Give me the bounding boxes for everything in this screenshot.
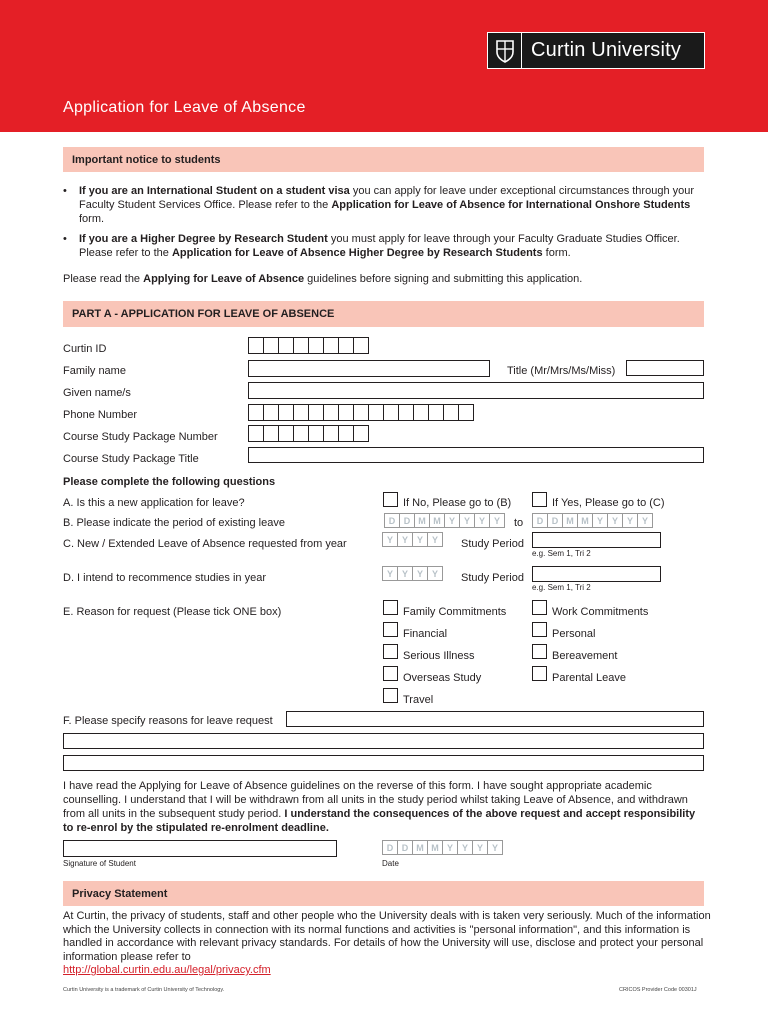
- bullet-icon: •: [63, 233, 67, 245]
- notice-bullet-international: • If you are an International Student on a student visa you can apply for leave under exceptional circumstances through your Faculty Student Services Office. Please refer to the Application for Leave of Absence for International Onshore Students form.: [63, 185, 695, 225]
- date-label: Date: [382, 859, 399, 868]
- privacy-text: At Curtin, the privacy of students, staff and other people who the University deals with is taken very seriously. Much of the information which the University collects in connection with its normal functions and activities is "personal information", and this information is handled in accordance with relevant privacy standards. For details of how the University will use, disclose and protect your personal information please refer to http://global.curtin.edu.au/legal/privacy.cfm: [63, 910, 711, 976]
- existing-leave-from-date-field[interactable]: D D M M Y Y Y Y: [384, 513, 504, 528]
- reasons-field-line-1[interactable]: [286, 711, 704, 727]
- new-application-no-checkbox[interactable]: [383, 492, 398, 507]
- reason-illness-checkbox[interactable]: [383, 644, 398, 659]
- reason-parental-label: Parental Leave: [552, 672, 626, 684]
- question-a-yes-label: If Yes, Please go to (C): [552, 497, 665, 509]
- title-label: Title (Mr/Mrs/Ms/Miss): [507, 365, 616, 377]
- questions-heading: Please complete the following questions: [63, 476, 276, 488]
- crest-icon: [488, 32, 522, 69]
- phone-field[interactable]: [248, 404, 473, 421]
- reason-travel-checkbox[interactable]: [383, 688, 398, 703]
- reason-financial-checkbox[interactable]: [383, 622, 398, 637]
- bullet-icon: •: [63, 185, 67, 197]
- reason-bereavement-checkbox[interactable]: [532, 644, 547, 659]
- course-title-field[interactable]: [248, 447, 704, 463]
- question-d: D. I intend to recommence studies in year: [63, 572, 266, 584]
- question-b: B. Please indicate the period of existing leave: [63, 517, 285, 529]
- reasons-field-line-2[interactable]: [63, 733, 704, 749]
- course-number-label: Course Study Package Number: [63, 431, 218, 443]
- given-names-label: Given name/s: [63, 387, 131, 399]
- question-a: A. Is this a new application for leave?: [63, 497, 245, 509]
- reason-parental-checkbox[interactable]: [532, 666, 547, 681]
- question-c: C. New / Extended Leave of Absence requested from year: [63, 538, 347, 550]
- read-guidelines-text: Please read the Applying for Leave of Absence guidelines before signing and submitting this application.: [63, 273, 583, 285]
- logo-text: Curtin University: [531, 39, 682, 61]
- course-title-label: Course Study Package Title: [63, 453, 199, 465]
- curtin-logo: [487, 32, 705, 69]
- existing-leave-to-date-field[interactable]: D D M M Y Y Y Y: [532, 513, 652, 528]
- to-label: to: [514, 517, 524, 529]
- family-name-label: Family name: [63, 365, 126, 377]
- reason-overseas-checkbox[interactable]: [383, 666, 398, 681]
- question-f: F. Please specify reasons for leave request: [63, 715, 273, 727]
- footer-cricos: CRICOS Provider Code 00301J: [619, 987, 697, 993]
- notice-bullet-hdr: • If you are a Higher Degree by Research Student you must apply for leave through your Faculty Graduate Studies Officer. Please refer to the Application for Leave of Absence Higher Degree by Research Students form.: [63, 233, 680, 259]
- reason-bereavement-label: Bereavement: [552, 650, 618, 662]
- new-application-yes-checkbox[interactable]: [532, 492, 547, 507]
- reason-overseas-label: Overseas Study: [403, 672, 482, 684]
- study-period-hint-d: e.g. Sem 1, Tri 2: [532, 583, 591, 592]
- curtin-id-field[interactable]: [248, 337, 368, 354]
- reason-personal-checkbox[interactable]: [532, 622, 547, 637]
- reason-work-checkbox[interactable]: [532, 600, 547, 615]
- privacy-heading: Privacy Statement: [63, 881, 704, 906]
- declaration-text: I have read the Applying for Leave of Absence guidelines on the reverse of this form. I have sought appropriate academic counselling. I understand that I will be withdrawn from all units in the study period whilst taking Leave of Absence, and withdrawn from all units in the subsequent study period. I understand the consequences of the above request and accept responsibility to re-enrol by the stipulated re-enrolment deadline.: [63, 780, 696, 834]
- recommence-year-field[interactable]: Y Y Y Y: [382, 566, 442, 581]
- reason-work-label: Work Commitments: [552, 606, 649, 618]
- question-e: E. Reason for request (Please tick ONE box): [63, 606, 282, 618]
- document-title: Application for Leave of Absence: [63, 99, 306, 116]
- reason-family-checkbox[interactable]: [383, 600, 398, 615]
- study-period-hint-c: e.g. Sem 1, Tri 2: [532, 549, 591, 558]
- course-number-field[interactable]: [248, 425, 368, 442]
- signature-label: Signature of Student: [63, 859, 136, 868]
- phone-label: Phone Number: [63, 409, 137, 421]
- footer-trademark: Curtin University is a trademark of Curtin University of Technology.: [63, 987, 225, 993]
- study-period-label-d: Study Period: [461, 572, 524, 584]
- title-field[interactable]: [626, 360, 704, 376]
- curtin-id-label: Curtin ID: [63, 343, 107, 355]
- reason-travel-label: Travel: [403, 694, 434, 706]
- reason-personal-label: Personal: [552, 628, 596, 640]
- signature-field[interactable]: [63, 840, 337, 857]
- given-names-field[interactable]: [248, 382, 704, 399]
- part-a-heading: PART A - APPLICATION FOR LEAVE OF ABSENCE: [63, 301, 704, 327]
- reason-illness-label: Serious Illness: [403, 650, 475, 662]
- page-header: [0, 0, 768, 132]
- reason-financial-label: Financial: [403, 628, 448, 640]
- question-a-no-label: If No, Please go to (B): [403, 497, 512, 509]
- recommence-study-period-field[interactable]: [532, 566, 661, 582]
- notice-heading: Important notice to students: [63, 147, 704, 172]
- signature-date-field[interactable]: D D M M Y Y Y Y: [382, 840, 502, 855]
- leave-from-year-field[interactable]: Y Y Y Y: [382, 532, 442, 547]
- reasons-field-line-3[interactable]: [63, 755, 704, 771]
- study-period-label-c: Study Period: [461, 538, 524, 550]
- leave-from-study-period-field[interactable]: [532, 532, 661, 548]
- family-name-field[interactable]: [248, 360, 490, 377]
- privacy-link[interactable]: http://global.curtin.edu.au/legal/privacy.cfm: [63, 964, 271, 976]
- reason-family-label: Family Commitments: [403, 606, 507, 618]
